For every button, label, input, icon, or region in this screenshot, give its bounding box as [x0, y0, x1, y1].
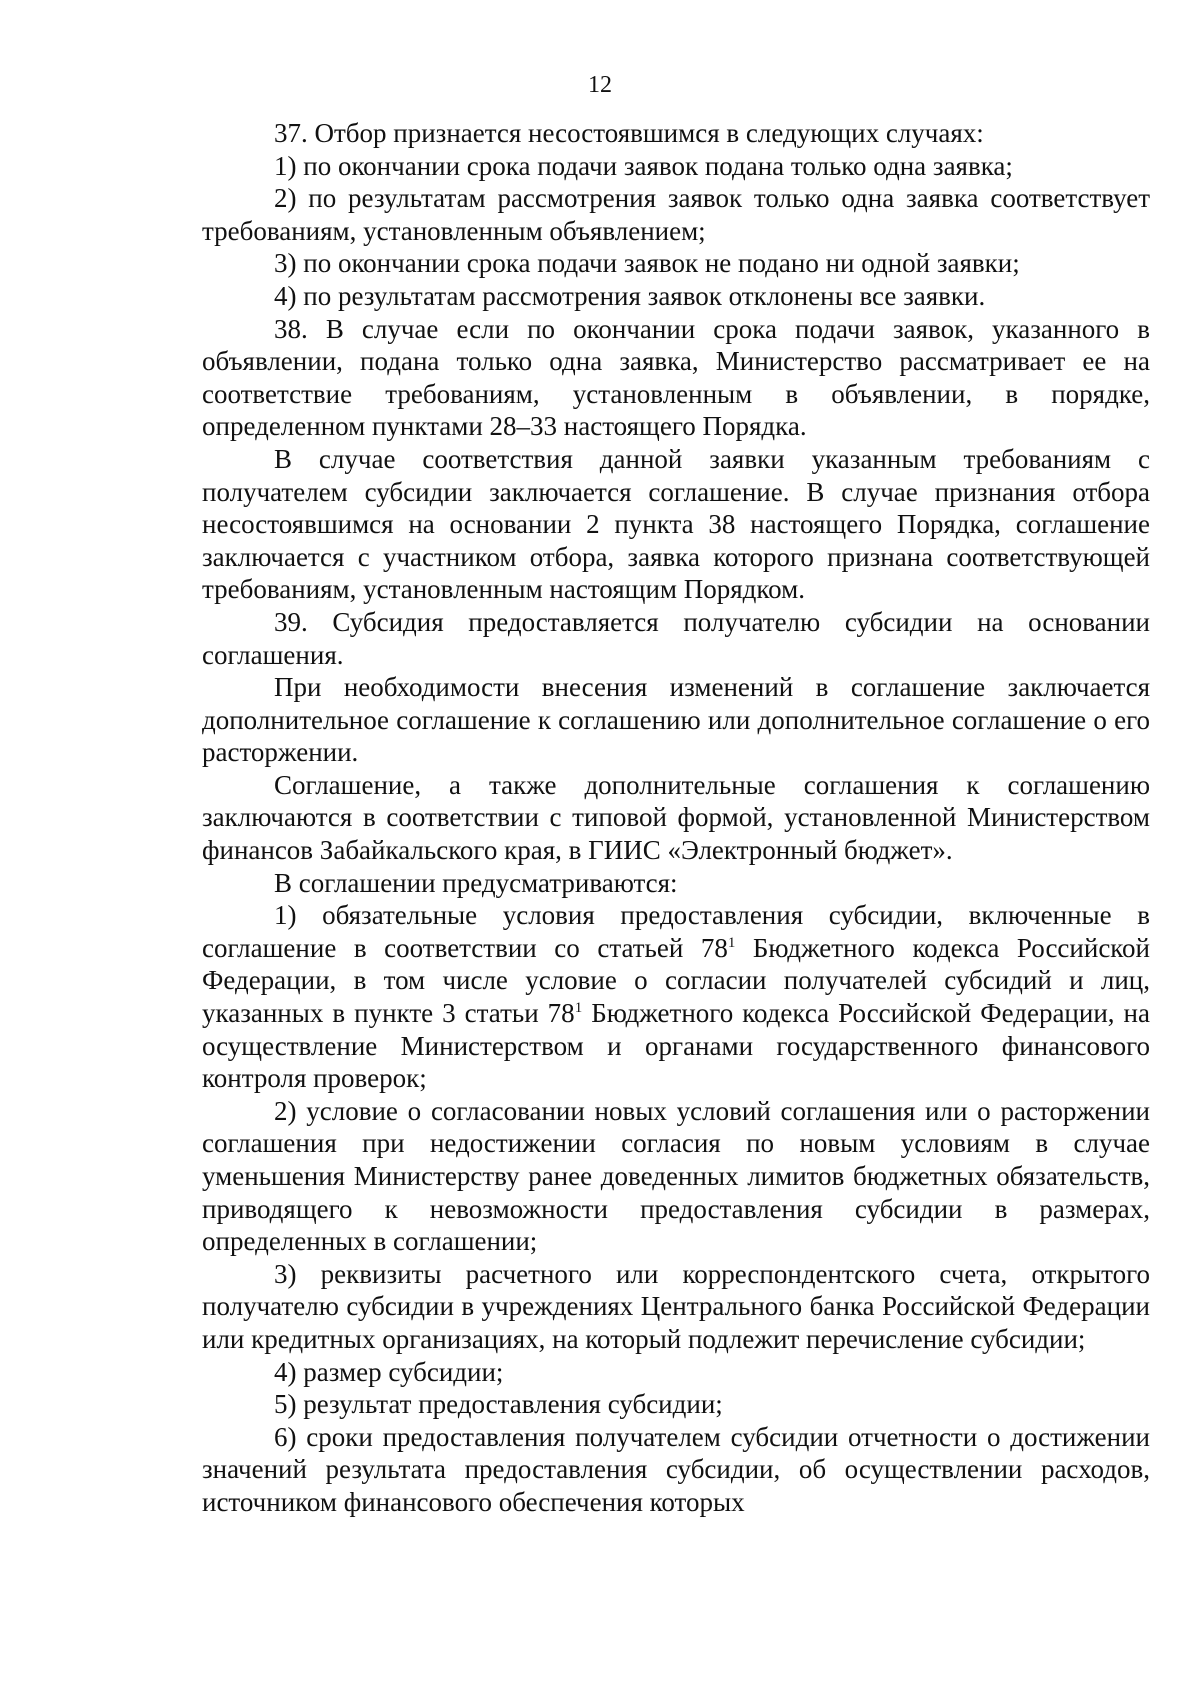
- paragraph-39-amendments: При необходимости внесения изменений в соглашение заключается дополнительное соглашение к соглашению или дополнительное соглашение о его расторжении.: [202, 672, 1150, 768]
- agreement-item-1-part-c: Бюджетного кодекса Российской Федерации, на осуществление Министерством и органами государственного финансового контроля проверок;: [202, 998, 1150, 1094]
- agreement-item-2: 2) условие о согласовании новых условий соглашения или о расторжении соглашения при недостижении согласия по новым условиям в случае уменьшения Министерству ранее доведенных лимитов бюджетных обязательств, приводящего к невозможности предоставления субсидии в размерах, определенных в соглашении;: [202, 1095, 1150, 1257]
- page-number: 12: [588, 72, 612, 98]
- paragraph-37-item-4: 4) по результатам рассмотрения заявок отклонены все заявки.: [274, 280, 986, 311]
- paragraph-39-standard-form: Соглашение, а также дополнительные соглашения к соглашению заключаются в соответствии с типовой формой, установленной Министерством финансов Забайкальского края, в ГИИС «Электронный бюджет».: [202, 769, 1150, 866]
- paragraph-37-item-3: 3) по окончании срока подачи заявок не подано ни одной заявки;: [274, 248, 1020, 279]
- article-superscript: 1: [727, 934, 736, 951]
- agreement-item-1: [202, 899, 1150, 1095]
- article-superscript: 1: [574, 1000, 583, 1017]
- agreement-item-5: 5) результат предоставления субсидии;: [274, 1389, 723, 1420]
- paragraph-37: 37. Отбор признается несостоявшимся в следующих случаях:: [274, 118, 984, 148]
- agreement-item-1-part-a: 1) обязательные условия предоставления субсидии, включенные в соглашение в соответствии со статьей 78: [202, 900, 1150, 963]
- document-body: [202, 117, 1150, 1519]
- paragraph-39-agreement-contents: В соглашении предусматриваются:: [274, 867, 678, 898]
- agreement-item-3: 3) реквизиты расчетного или корреспондентского счета, открытого получателю субсидии в учреждениях Центрального банка Российской Федерации или кредитных организациях, на который подлежит перечисление субсидии;: [202, 1258, 1150, 1354]
- paragraph-39: 39. Субсидия предоставляется получателю субсидии на основании соглашения.: [202, 606, 1150, 670]
- agreement-item-6: 6) сроки предоставления получателем субсидии отчетности о достижении значений результата предоставления субсидии, об осуществлении расходов, источником финансового обеспечения которых: [202, 1421, 1150, 1517]
- paragraph-37-item-1: 1) по окончании срока подачи заявок подана только одна заявка;: [274, 150, 1013, 181]
- paragraph-37-item-2: 2) по результатам рассмотрения заявок только одна заявка соответствует требованиям, установленным объявлением;: [202, 183, 1150, 246]
- agreement-item-4: 4) размер субсидии;: [274, 1356, 504, 1387]
- agreement-item-1-part-b: Бюджетного кодекса Российской Федерации, в том числе условие о согласии получателей субсидий и лиц, указанных в пункте 3 статьи 78: [202, 932, 1150, 1029]
- paragraph-38-continued: В случае соответствия данной заявки указанным требованиям с получателем субсидии заключается соглашение. В случае признания отбора несостоявшимся на основании 2 пункта 38 настоящего Порядка, соглашение заключается с участником отбора, заявка которого признана соответствующей требованиям, установленным настоящим Порядком.: [202, 443, 1150, 605]
- paragraph-38: 38. В случае если по окончании срока подачи заявок, указанного в объявлении, подана только одна заявка, Министерство рассматривает ее на соответствие требованиям, установленным в объявлении, в порядке, определенном пунктами 28–33 настоящего Порядка.: [202, 313, 1150, 442]
